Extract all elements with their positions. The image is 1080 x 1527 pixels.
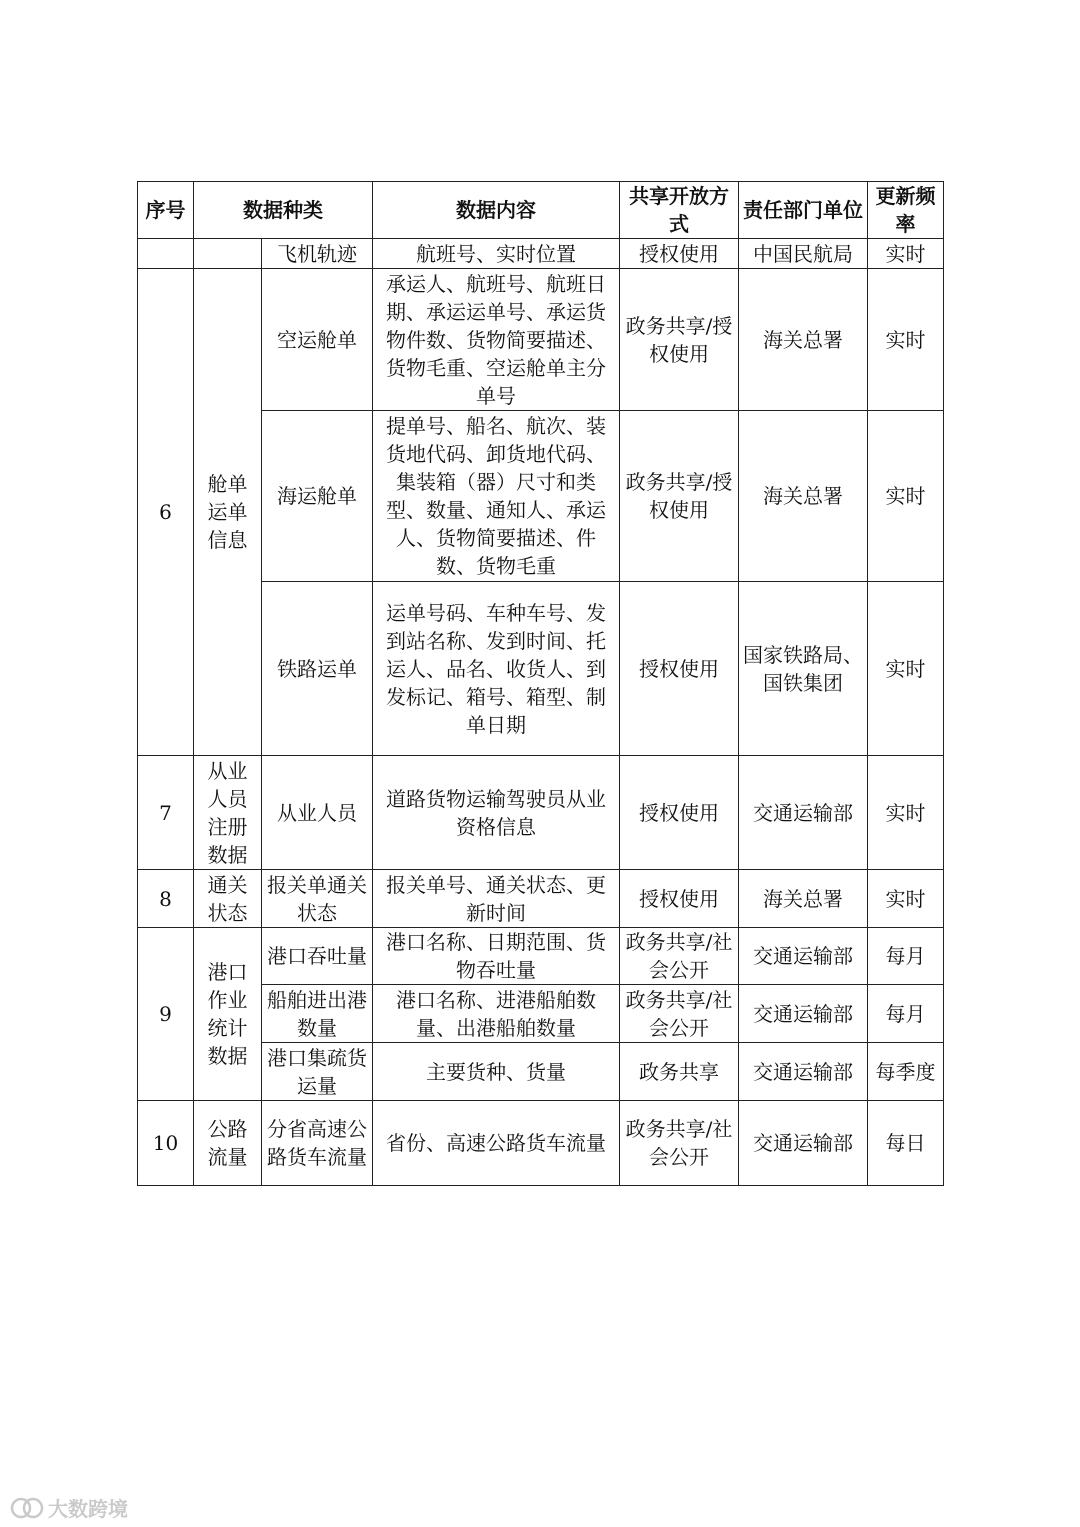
subcategory-cell: 分省高速公路货车流量 bbox=[262, 1101, 373, 1186]
category-cell: 从业人员注册数据 bbox=[194, 756, 262, 870]
share-cell: 政务共享/社会公开 bbox=[620, 928, 739, 985]
category-cell: 港口作业统计数据 bbox=[194, 928, 262, 1101]
subcategory-cell: 从业人员 bbox=[262, 756, 373, 870]
share-cell: 政务共享/授权使用 bbox=[620, 411, 739, 582]
subcategory-cell: 港口吞吐量 bbox=[262, 928, 373, 985]
share-cell: 授权使用 bbox=[620, 582, 739, 756]
dept-cell: 海关总署 bbox=[739, 870, 868, 928]
share-cell: 授权使用 bbox=[620, 239, 739, 269]
freq-cell: 实时 bbox=[868, 239, 944, 269]
subcategory-cell: 空运舱单 bbox=[262, 269, 373, 411]
header-freq: 更新频率 bbox=[868, 182, 944, 239]
subcategory-cell: 报关单通关状态 bbox=[262, 870, 373, 928]
header-content: 数据内容 bbox=[373, 182, 620, 239]
category-cell: 公路流量 bbox=[194, 1101, 262, 1186]
table-row bbox=[138, 269, 944, 411]
share-cell: 政务共享 bbox=[620, 1043, 739, 1101]
watermark-text: 大数跨境 bbox=[48, 1497, 128, 1521]
share-cell: 政务共享/社会公开 bbox=[620, 985, 739, 1043]
header-share: 共享开放方式 bbox=[620, 182, 739, 239]
category-cell: 舱单运单信息 bbox=[194, 269, 262, 756]
content-cell: 道路货物运输驾驶员从业资格信息 bbox=[373, 756, 620, 870]
seq-cell: 7 bbox=[138, 756, 194, 870]
content-cell: 港口名称、日期范围、货物吞吐量 bbox=[373, 928, 620, 985]
header-category: 数据种类 bbox=[194, 182, 373, 239]
freq-cell: 每季度 bbox=[868, 1043, 944, 1101]
freq-cell: 实时 bbox=[868, 269, 944, 411]
freq-cell: 每日 bbox=[868, 1101, 944, 1186]
category-cell bbox=[194, 239, 262, 269]
content-cell: 航班号、实时位置 bbox=[373, 239, 620, 269]
content-cell: 省份、高速公路货车流量 bbox=[373, 1101, 620, 1186]
dept-cell: 交通运输部 bbox=[739, 1043, 868, 1101]
watermark-logo-icon bbox=[10, 1497, 44, 1519]
dept-cell: 交通运输部 bbox=[739, 928, 868, 985]
dept-cell: 交通运输部 bbox=[739, 1101, 868, 1186]
header-row bbox=[138, 182, 944, 239]
table-row bbox=[138, 928, 944, 985]
table-row bbox=[138, 870, 944, 928]
dept-cell: 交通运输部 bbox=[739, 756, 868, 870]
category-cell: 通关状态 bbox=[194, 870, 262, 928]
data-catalog-table bbox=[137, 181, 944, 1186]
table-row bbox=[138, 239, 944, 269]
seq-cell: 8 bbox=[138, 870, 194, 928]
seq-cell: 10 bbox=[138, 1101, 194, 1186]
subcategory-cell: 铁路运单 bbox=[262, 582, 373, 756]
watermark bbox=[10, 1493, 128, 1522]
table-row bbox=[138, 756, 944, 870]
share-cell: 授权使用 bbox=[620, 870, 739, 928]
dept-cell: 国家铁路局、国铁集团 bbox=[739, 582, 868, 756]
table-row bbox=[138, 1101, 944, 1186]
freq-cell: 每月 bbox=[868, 928, 944, 985]
content-cell: 承运人、航班号、航班日期、承运运单号、承运货物件数、货物简要描述、货物毛重、空运舱单主分单号 bbox=[373, 269, 620, 411]
seq-cell bbox=[138, 239, 194, 269]
share-cell: 政务共享/社会公开 bbox=[620, 1101, 739, 1186]
content-cell: 运单号码、车种车号、发到站名称、发到时间、托运人、品名、收货人、到发标记、箱号、箱型、制单日期 bbox=[373, 582, 620, 756]
content-cell: 港口名称、进港船舶数量、出港船舶数量 bbox=[373, 985, 620, 1043]
header-seq: 序号 bbox=[138, 182, 194, 239]
dept-cell: 海关总署 bbox=[739, 411, 868, 582]
dept-cell: 中国民航局 bbox=[739, 239, 868, 269]
subcategory-cell: 船舶进出港数量 bbox=[262, 985, 373, 1043]
content-cell: 报关单号、通关状态、更新时间 bbox=[373, 870, 620, 928]
dept-cell: 交通运输部 bbox=[739, 985, 868, 1043]
subcategory-cell: 港口集疏货运量 bbox=[262, 1043, 373, 1101]
freq-cell: 实时 bbox=[868, 582, 944, 756]
content-cell: 提单号、船名、航次、装货地代码、卸货地代码、集装箱（器）尺寸和类型、数量、通知人、承运人、货物简要描述、件数、货物毛重 bbox=[373, 411, 620, 582]
dept-cell: 海关总署 bbox=[739, 269, 868, 411]
seq-cell: 6 bbox=[138, 269, 194, 756]
subcategory-cell: 飞机轨迹 bbox=[262, 239, 373, 269]
subcategory-cell: 海运舱单 bbox=[262, 411, 373, 582]
header-dept: 责任部门单位 bbox=[739, 182, 868, 239]
freq-cell: 每月 bbox=[868, 985, 944, 1043]
freq-cell: 实时 bbox=[868, 756, 944, 870]
seq-cell: 9 bbox=[138, 928, 194, 1101]
freq-cell: 实时 bbox=[868, 870, 944, 928]
freq-cell: 实时 bbox=[868, 411, 944, 582]
share-cell: 授权使用 bbox=[620, 756, 739, 870]
content-cell: 主要货种、货量 bbox=[373, 1043, 620, 1101]
share-cell: 政务共享/授权使用 bbox=[620, 269, 739, 411]
